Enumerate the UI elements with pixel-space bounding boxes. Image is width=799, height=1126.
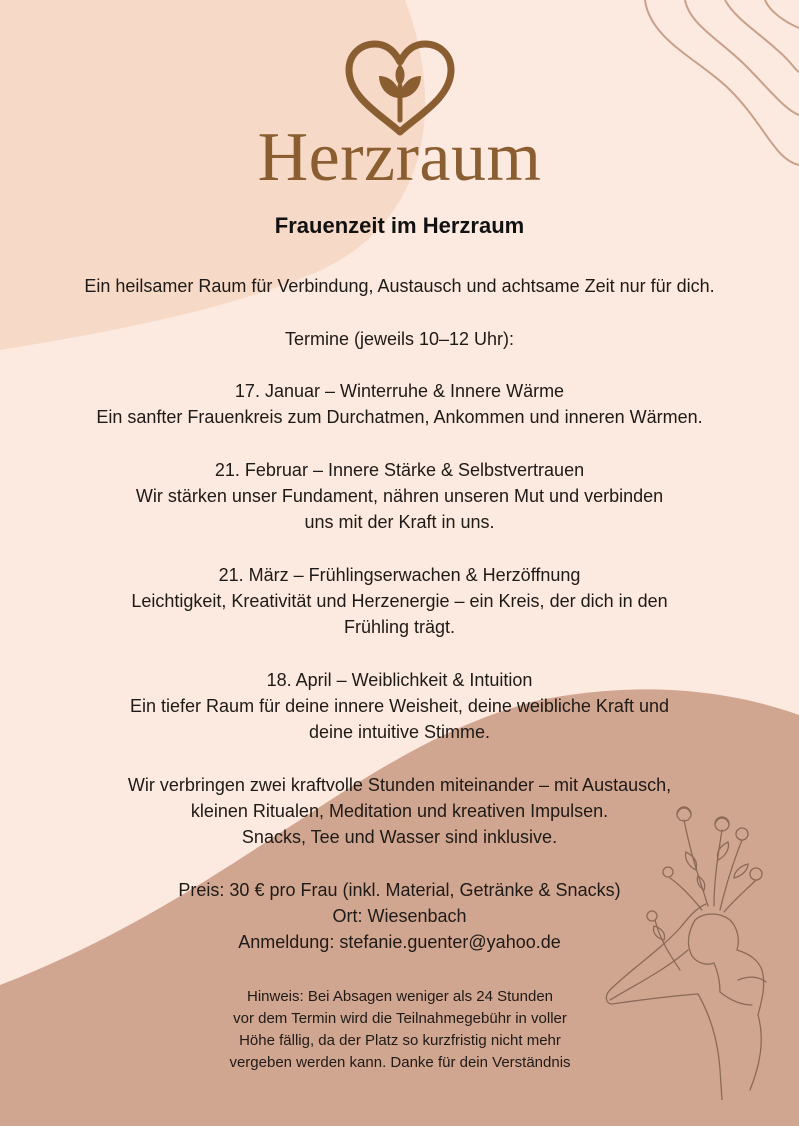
event-3-heading: 21. März – Frühlingserwachen & Herzöffnung bbox=[218, 565, 581, 585]
event-4-heading: 18. April – Weiblichkeit & Intuition bbox=[266, 670, 533, 690]
description-text: Wir verbringen zwei kraftvolle Stunden miteinander – mit Austausch, bbox=[127, 775, 672, 795]
event-2-text: uns mit der Kraft in uns. bbox=[304, 512, 495, 532]
registration-info[interactable]: Anmeldung: stefanie.guenter@yahoo.de bbox=[238, 932, 561, 952]
woman-with-flowers-icon bbox=[600, 800, 799, 1100]
notice-text: vergeben werden kann. Danke für dein Verständnis bbox=[229, 1054, 571, 1071]
schedule-heading: Termine (jeweils 10–12 Uhr): bbox=[284, 329, 515, 349]
event-3-text: Frühling trägt. bbox=[343, 617, 456, 637]
description-text: kleinen Ritualen, Meditation und kreativen Impulsen. bbox=[190, 801, 609, 821]
event-1-text: Ein sanfter Frauenkreis zum Durchatmen, Ankommen und inneren Wärmen. bbox=[96, 407, 703, 427]
location-info: Ort: Wiesenbach bbox=[332, 906, 467, 926]
event-2-text: Wir stärken unser Fundament, nähren unseren Mut und verbinden bbox=[135, 486, 664, 506]
notice-text: Höhe fällig, da der Platz so kurzfristig nicht mehr bbox=[239, 1032, 561, 1049]
event-2-heading: 21. Februar – Innere Stärke & Selbstvertrauen bbox=[214, 460, 585, 480]
page-title: Frauenzeit im Herzraum bbox=[274, 213, 525, 238]
notice-text: Hinweis: Bei Absagen weniger als 24 Stunden bbox=[246, 988, 554, 1005]
intro-text: Ein heilsamer Raum für Verbindung, Austausch und achtsame Zeit nur für dich. bbox=[84, 276, 715, 296]
event-4-text: Ein tiefer Raum für deine innere Weisheit, deine weibliche Kraft und bbox=[130, 696, 669, 716]
price-info: Preis: 30 € pro Frau (inkl. Material, Getränke & Snacks) bbox=[178, 880, 621, 900]
notice-text: vor dem Termin wird die Teilnahmegebühr in voller bbox=[233, 1010, 567, 1027]
event-1-heading: 17. Januar – Winterruhe & Innere Wärme bbox=[234, 381, 565, 401]
event-4-text: deine intuitive Stimme. bbox=[308, 722, 491, 742]
event-3-text: Leichtigkeit, Kreativität und Herzenergie – ein Kreis, der dich in den bbox=[131, 591, 668, 611]
description-text: Snacks, Tee und Wasser sind inklusive. bbox=[241, 827, 558, 847]
brand-name: Herzraum bbox=[257, 119, 542, 196]
